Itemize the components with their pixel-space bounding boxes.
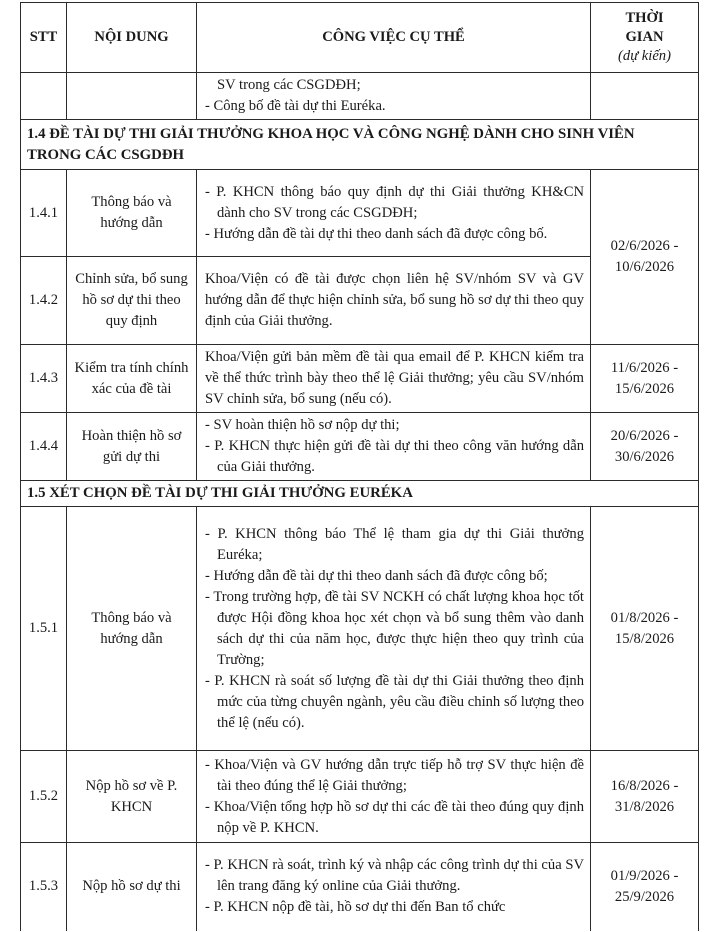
row-work [197, 843, 591, 931]
header-thoi-gian [591, 3, 699, 73]
task-item: - P. KHCN thông báo Thể lệ tham gia dự thi Giải thưởng Euréka; [203, 524, 584, 566]
task-item: - P. KHCN thông báo quy định dự thi Giải thưởng KH&CN dành cho SV trong các CSGDĐH; [203, 182, 584, 224]
row-work [197, 413, 591, 481]
task-item: - SV hoàn thiện hồ sơ nộp dự thi; [203, 415, 584, 436]
task-item: - Khoa/Viện tổng hợp hồ sơ dự thi các đề tài theo đúng quy định nộp về P. KHCN. [203, 797, 584, 839]
schedule-table [20, 2, 699, 931]
table-row [21, 345, 699, 413]
header-thoi-gian-note: (dự kiến) [618, 48, 671, 64]
row-content: Nộp hồ sơ về P. KHCN [67, 751, 197, 843]
task-item: - Hướng dẫn đề tài dự thi theo danh sách đã được công bố. [203, 224, 584, 245]
row-stt: 1.4.3 [21, 345, 67, 413]
task-item: - Trong trường hợp, đề tài SV NCKH có chất lượng khoa học tốt được Hội đồng khoa học xét chọn và bổ sung thêm vào danh sách dự thi của năm học, được thực hiện theo quy trình của Trường; [203, 587, 584, 671]
task-item: - P. KHCN rà soát số lượng đề tài dự thi Giải thưởng theo định mức của từng chuyên ngành, yêu cầu điều chỉnh số lượng theo thể lệ (nếu có). [203, 671, 584, 734]
row-content: Chỉnh sửa, bổ sung hồ sơ dự thi theo quy định [67, 257, 197, 345]
task-item: - Hướng dẫn đề tài dự thi theo danh sách đã được công bố; [203, 566, 584, 587]
table-row [21, 751, 699, 843]
continued-work [197, 73, 591, 120]
continued-task: - Công bố đề tài dự thi Euréka. [203, 96, 584, 117]
task-item: - P. KHCN thực hiện gửi đề tài dự thi theo công văn hướng dẫn của Giải thưởng. [203, 436, 584, 478]
task-item: - P. KHCN nộp đề tài, hồ sơ dự thi đến Ban tổ chức [203, 897, 584, 918]
row-work [197, 345, 591, 413]
header-thoi-gian-line2: GIAN [625, 29, 664, 45]
table-row [21, 507, 699, 751]
row-time: 01/9/2026 - 25/9/2026 [591, 843, 699, 931]
work-text: Khoa/Viện có đề tài được chọn liên hệ SV/nhóm SV và GV hướng dẫn để thực hiện chỉnh sửa, bổ sung hồ sơ dự thi theo quy định của Giải thưởng. [205, 271, 584, 329]
row-work [197, 170, 591, 257]
row-stt: 1.5.1 [21, 507, 67, 751]
row-content: Hoàn thiện hồ sơ gửi dự thi [67, 413, 197, 481]
header-cong-viec: CÔNG VIỆC CỤ THỂ [197, 3, 591, 73]
table-row [21, 170, 699, 257]
row-stt: 1.5.2 [21, 751, 67, 843]
row-time: 11/6/2026 - 15/6/2026 [591, 345, 699, 413]
row-work [197, 257, 591, 345]
work-text: Khoa/Viện gửi bản mềm đề tài qua email để P. KHCN kiểm tra về thể thức trình bày theo thể lệ Giải thưởng; yêu cầu SV/nhóm SV chỉnh sửa, bổ sung (nếu có). [205, 349, 584, 407]
table-row [21, 843, 699, 931]
section-row-1-4 [21, 120, 699, 170]
header-thoi-gian-line1: THỜI [625, 10, 664, 26]
section-title-1-4: 1.4 ĐỀ TÀI DỰ THI GIẢI THƯỞNG KHOA HỌC VÀ CÔNG NGHỆ DÀNH CHO SINH VIÊN TRONG CÁC CSGDĐH [21, 120, 699, 170]
task-item: - Khoa/Viện và GV hướng dẫn trực tiếp hỗ trợ SV thực hiện đề tài theo đúng thể lệ Giải thưởng; [203, 755, 584, 797]
table-row-continued [21, 73, 699, 120]
row-content: Kiểm tra tính chính xác của đề tài [67, 345, 197, 413]
row-content: Nộp hồ sơ dự thi [67, 843, 197, 931]
row-time: 01/8/2026 - 15/8/2026 [591, 507, 699, 751]
row-content: Thông báo và hướng dẫn [67, 507, 197, 751]
continued-line: SV trong các CSGDĐH; [217, 77, 361, 93]
table-header-row [21, 3, 699, 73]
task-item: - P. KHCN rà soát, trình ký và nhập các công trình dự thi của SV lên trang đăng ký online của Giải thưởng. [203, 855, 584, 897]
row-stt: 1.4.4 [21, 413, 67, 481]
header-noi-dung: NỘI DUNG [67, 3, 197, 73]
row-work [197, 507, 591, 751]
row-stt: 1.4.2 [21, 257, 67, 345]
row-stt: 1.5.3 [21, 843, 67, 931]
header-stt: STT [21, 3, 67, 73]
row-time: 20/6/2026 - 30/6/2026 [591, 413, 699, 481]
row-stt: 1.4.1 [21, 170, 67, 257]
table-row [21, 413, 699, 481]
row-work [197, 751, 591, 843]
section-row-1-5 [21, 481, 699, 507]
row-time: 16/8/2026 - 31/8/2026 [591, 751, 699, 843]
section-title-1-5: 1.5 XÉT CHỌN ĐỀ TÀI DỰ THI GIẢI THƯỞNG EURÉKA [21, 481, 699, 507]
row-content: Thông báo và hướng dẫn [67, 170, 197, 257]
row-time: 02/6/2026 - 10/6/2026 [591, 170, 699, 345]
